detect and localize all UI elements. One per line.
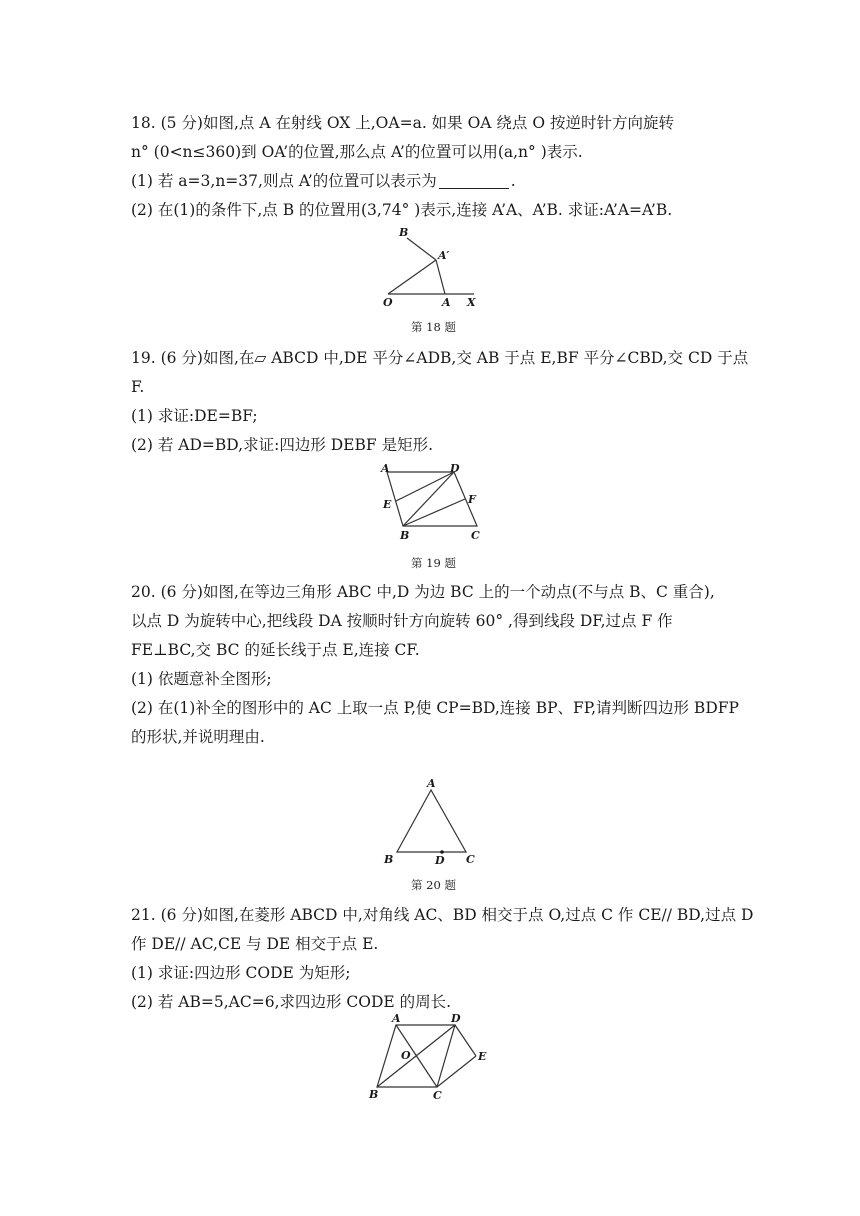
label-o: O (401, 1049, 411, 1062)
q18-part-1-end: . (510, 172, 516, 190)
q18-part-1-text: (1) 若 a=3,n=37,则点 A’的位置可以表示为 (131, 172, 437, 190)
label-d: D (451, 1012, 461, 1025)
q18-line-1: 18. (5 分)如图,点 A 在射线 OX 上,OA=a. 如果 OA 绕点 O 按逆时针方向旋转 (131, 114, 674, 132)
answer-blank (439, 174, 509, 189)
label-d: D (450, 462, 460, 475)
label-a: A (381, 462, 390, 475)
label-b: B (399, 226, 409, 239)
q18-line-2: n° (0<n≤360)到 OA’的位置,那么点 A’的位置可以用(a,n° )表示. (131, 143, 583, 161)
segment-a-prime-a (436, 260, 445, 294)
segment-ce (437, 1056, 476, 1087)
diagonal-bd (403, 472, 454, 526)
q20-part-1: (1) 依题意补全图形; (131, 670, 272, 688)
q20-line-2: 以点 D 为旋转中心,把线段 DA 按顺时针方向旋转 60° ,得到线段 DF,过点 F 作 (131, 612, 673, 630)
q19-line-1: 19. (6 分)如图,在▱ ABCD 中,DE 平分∠ADB,交 AB 于点 E,BF 平分∠CBD,交 CD 于点 (131, 349, 749, 367)
label-b: B (384, 853, 394, 866)
q20-line-3: FE⊥BC,交 BC 的延长线于点 E,连接 CF. (131, 641, 420, 659)
segment-bf (403, 499, 465, 526)
q19-part-2: (2) 若 AD=BD,求证:四边形 DEBF 是矩形. (131, 436, 434, 454)
label-c: C (466, 853, 475, 866)
figure-21 (365, 1010, 495, 1105)
figure-18-caption: 第 18 题 (411, 320, 456, 334)
label-e: E (478, 1050, 487, 1063)
label-o: O (383, 296, 393, 309)
diagonal-bd (377, 1025, 455, 1087)
label-d: D (435, 854, 445, 867)
q20-part-2-cont: 的形状,并说明理由. (131, 728, 265, 746)
label-c: C (471, 529, 480, 542)
label-f: F (468, 493, 476, 506)
label-a-prime: A′ (438, 249, 450, 262)
q21-line-2: 作 DE// AC,CE 与 DE 相交于点 E. (131, 935, 379, 953)
q21-part-2: (2) 若 AB=5,AC=6,求四边形 CODE 的周长. (131, 993, 452, 1011)
q21-line-1: 21. (6 分)如图,在菱形 ABCD 中,对角线 AC、BD 相交于点 O,过点 C 作 CE// BD,过点 D (131, 906, 754, 924)
label-b: B (400, 529, 410, 542)
q18-part-2: (2) 在(1)的条件下,点 B 的位置用(3,74° )表示,连接 A’A、A’B. 求证:A’A=A’B. (131, 201, 673, 219)
q18-part-1 (131, 171, 516, 191)
label-a: A (392, 1012, 401, 1025)
segment-a-prime-b (407, 238, 436, 260)
label-a: A (442, 296, 451, 309)
q20-part-2: (2) 在(1)补全的图形中的 AC 上取一点 P,使 CP=BD,连接 BP、FP,请判断四边形 BDFP (131, 699, 739, 717)
q19-line-2: F. (131, 378, 145, 396)
segment-de (455, 1025, 476, 1056)
label-a: A (427, 777, 436, 790)
triangle-abc (397, 790, 466, 852)
label-x: X (467, 296, 476, 309)
segment-de (396, 472, 454, 501)
q20-line-1: 20. (6 分)如图,在等边三角形 ABC 中,D 为边 BC 上的一个动点(不与点 B、C 重合), (131, 583, 715, 601)
label-b: B (369, 1088, 379, 1101)
figure-19 (375, 460, 490, 542)
q21-part-1: (1) 求证:四边形 CODE 为矩形; (131, 964, 351, 982)
label-e: E (383, 498, 392, 511)
figure-18 (370, 222, 490, 312)
figure-19-caption: 第 19 题 (411, 556, 456, 570)
segment-oa-prime (388, 260, 436, 294)
figure-20-caption: 第 20 题 (411, 878, 456, 892)
figure-20 (380, 775, 480, 870)
label-c: C (433, 1089, 442, 1102)
q19-part-1: (1) 求证:DE=BF; (131, 407, 258, 425)
